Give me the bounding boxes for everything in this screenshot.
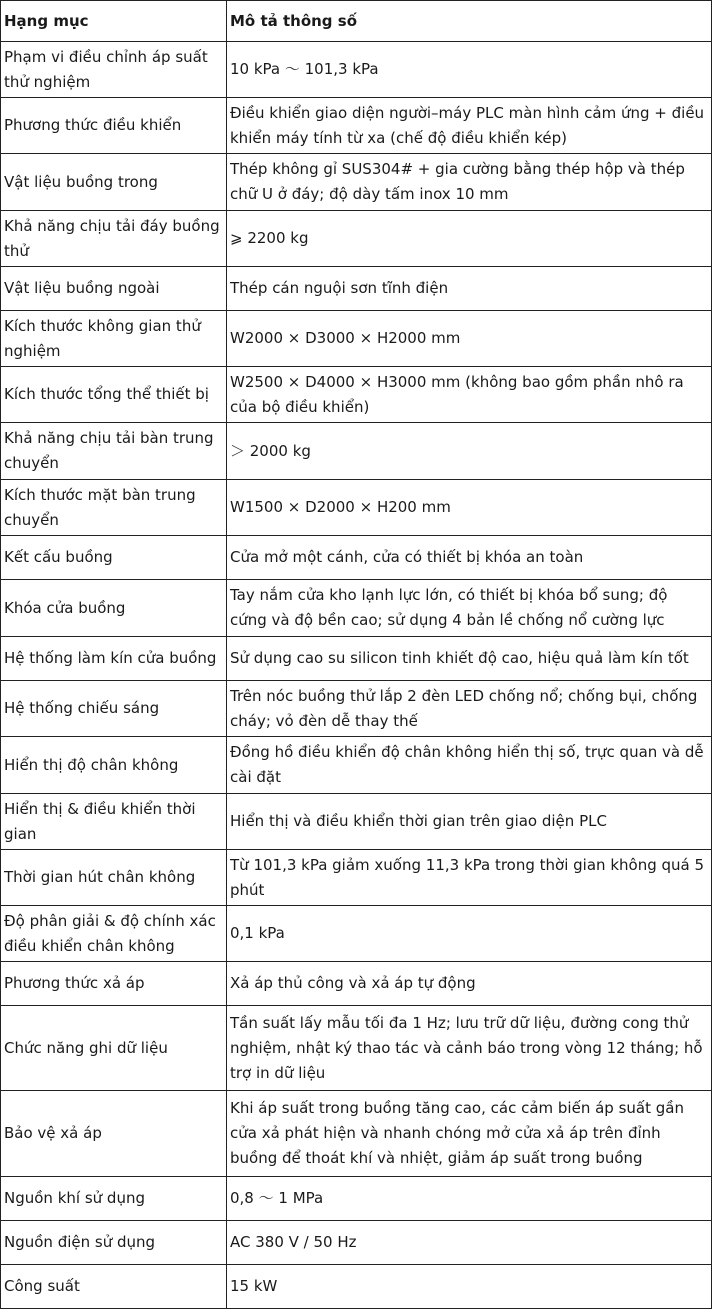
row-item-label: Hiển thị độ chân không (1, 737, 227, 794)
table-row (1, 423, 712, 480)
spec-table-body (1, 42, 712, 1309)
row-item-description: Trên nóc buồng thử lắp 2 đèn LED chống nổ; chống bụi, chống cháy; vỏ đèn dễ thay thế (227, 681, 712, 737)
table-row (1, 367, 712, 423)
table-row (1, 1221, 712, 1265)
header-description: Mô tả thông số (227, 1, 712, 42)
table-row (1, 906, 712, 962)
table-row (1, 737, 712, 794)
row-item-label: Kích thước mặt bàn trung chuyển (1, 480, 227, 536)
row-item-label: Khả năng chịu tải đáy buồng thử (1, 211, 227, 267)
row-item-label: Phương thức điều khiển (1, 98, 227, 154)
row-item-label: Hệ thống làm kín cửa buồng (1, 637, 227, 681)
table-row (1, 42, 712, 98)
table-row (1, 1177, 712, 1221)
row-item-description: W2500 × D4000 × H3000 mm (không bao gồm phần nhô ra của bộ điều khiển) (227, 367, 712, 423)
row-item-label: Nguồn khí sử dụng (1, 1177, 227, 1221)
table-row (1, 154, 712, 211)
row-item-description: 0,8 ～ 1 MPa (227, 1177, 712, 1221)
table-row (1, 962, 712, 1006)
row-item-label: Kết cấu buồng (1, 536, 227, 580)
row-item-description: Từ 101,3 kPa giảm xuống 11,3 kPa trong thời gian không quá 5 phút (227, 850, 712, 906)
row-item-description: W2000 × D3000 × H2000 mm (227, 311, 712, 367)
table-row (1, 1091, 712, 1177)
table-row (1, 1265, 712, 1309)
row-item-description: ＞ 2000 kg (227, 423, 712, 480)
row-item-description: AC 380 V / 50 Hz (227, 1221, 712, 1265)
row-item-description: 0,1 kPa (227, 906, 712, 962)
table-row (1, 536, 712, 580)
row-item-label: Thời gian hút chân không (1, 850, 227, 906)
table-header-row (1, 1, 712, 42)
row-item-label: Hiển thị & điều khiển thời gian (1, 794, 227, 850)
row-item-label: Phương thức xả áp (1, 962, 227, 1006)
row-item-label: Khóa cửa buồng (1, 580, 227, 637)
row-item-description: Sử dụng cao su silicon tinh khiết độ cao, hiệu quả làm kín tốt (227, 637, 712, 681)
row-item-description: Đồng hồ điều khiển độ chân không hiển thị số, trực quan và dễ cài đặt (227, 737, 712, 794)
table-row (1, 794, 712, 850)
row-item-label: Kích thước tổng thể thiết bị (1, 367, 227, 423)
row-item-description: Cửa mở một cánh, cửa có thiết bị khóa an toàn (227, 536, 712, 580)
row-item-label: Vật liệu buồng ngoài (1, 267, 227, 311)
row-item-label: Bảo vệ xả áp (1, 1091, 227, 1177)
table-row (1, 267, 712, 311)
row-item-description: Thép cán nguội sơn tĩnh điện (227, 267, 712, 311)
row-item-label: Khả năng chịu tải bàn trung chuyển (1, 423, 227, 480)
row-item-label: Nguồn điện sử dụng (1, 1221, 227, 1265)
row-item-label: Kích thước không gian thử nghiệm (1, 311, 227, 367)
row-item-description: Hiển thị và điều khiển thời gian trên giao diện PLC (227, 794, 712, 850)
table-row (1, 211, 712, 267)
table-row (1, 1006, 712, 1091)
table-row (1, 637, 712, 681)
row-item-description: ⩾ 2200 kg (227, 211, 712, 267)
table-row (1, 580, 712, 637)
row-item-description: 15 kW (227, 1265, 712, 1309)
row-item-label: Chức năng ghi dữ liệu (1, 1006, 227, 1091)
row-item-label: Vật liệu buồng trong (1, 154, 227, 211)
table-row (1, 311, 712, 367)
row-item-label: Độ phân giải & độ chính xác điều khiển chân không (1, 906, 227, 962)
row-item-description: W1500 × D2000 × H200 mm (227, 480, 712, 536)
row-item-label: Phạm vi điều chỉnh áp suất thử nghiệm (1, 42, 227, 98)
row-item-description: Điều khiển giao diện người–máy PLC màn hình cảm ứng + điều khiển máy tính từ xa (chế độ điều khiển kép) (227, 98, 712, 154)
row-item-label: Công suất (1, 1265, 227, 1309)
table-row (1, 98, 712, 154)
table-row (1, 681, 712, 737)
row-item-description: Xả áp thủ công và xả áp tự động (227, 962, 712, 1006)
row-item-description: Khi áp suất trong buồng tăng cao, các cảm biến áp suất gần cửa xả phát hiện và nhanh chóng mở cửa xả áp trên đỉnh buồng để thoát khí và nhiệt, giảm áp suất trong buồng (227, 1091, 712, 1177)
row-item-description: 10 kPa ～ 101,3 kPa (227, 42, 712, 98)
row-item-description: Thép không gỉ SUS304# + gia cường bằng thép hộp và thép chữ U ở đáy; độ dày tấm inox 10 mm (227, 154, 712, 211)
row-item-description: Tần suất lấy mẫu tối đa 1 Hz; lưu trữ dữ liệu, đường cong thử nghiệm, nhật ký thao tác và cảnh báo trong vòng 12 tháng; hỗ trợ in dữ liệu (227, 1006, 712, 1091)
table-row (1, 850, 712, 906)
row-item-description: Tay nắm cửa kho lạnh lực lớn, có thiết bị khóa bổ sung; độ cứng và độ bền cao; sử dụng 4 bản lề chống nổ cường lực (227, 580, 712, 637)
row-item-label: Hệ thống chiếu sáng (1, 681, 227, 737)
table-row (1, 480, 712, 536)
header-item: Hạng mục (1, 1, 227, 42)
